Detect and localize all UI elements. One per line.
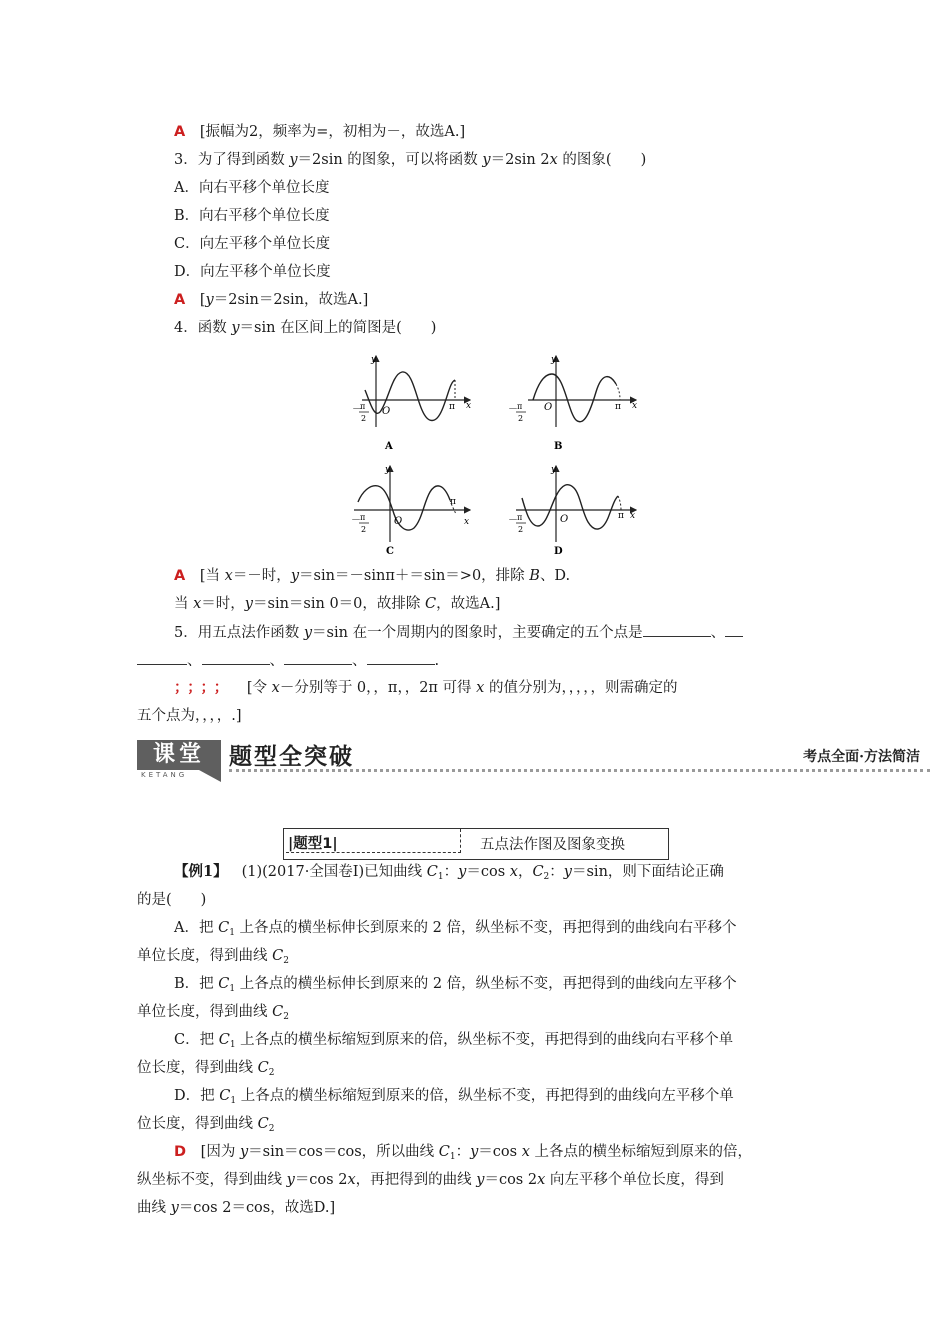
subscript: 1 <box>229 928 235 938</box>
minus-sign: － <box>508 404 518 415</box>
separator: 、 <box>710 625 726 641</box>
q3-text: 的图象( ) <box>557 152 647 168</box>
var-x: x <box>224 568 233 584</box>
subscript: 2 <box>268 1124 275 1134</box>
answer-marks: ；；；； <box>174 680 235 696</box>
option-text: 上各点的横坐标伸长到原来的 2 倍，纵坐标不变，再把得到的曲线向左平移个 <box>235 976 737 992</box>
section-title: 题型全突破 <box>229 744 354 770</box>
var-c2: C <box>272 948 284 964</box>
q5-answer-line2: 五个点为，，，，.] <box>137 708 242 724</box>
var-y: y <box>563 864 572 880</box>
blank-4[interactable] <box>284 650 352 665</box>
section-badge-pinyin: KETANG <box>141 771 188 779</box>
ex1-option-a <box>174 918 737 943</box>
graph-a <box>352 355 471 452</box>
graph-options-figure <box>340 352 660 566</box>
q5-text: 5．用五点法作函数 <box>174 625 304 641</box>
q3-option-d: D．向左平移个单位长度 <box>174 264 331 280</box>
ex1-answer-line2 <box>137 1170 724 1190</box>
answer-text: 向左平移个单位长度，得到 <box>545 1172 724 1188</box>
var-y: y <box>170 1200 179 1216</box>
option-text: 上各点的横坐标伸长到原来的 2 倍，纵坐标不变，再把得到的曲线向右平移个 <box>234 920 737 936</box>
q5-text: ＝sin 在一个周期内的图象时，主要确定的五个点是 <box>312 625 643 641</box>
separator: 、 <box>352 653 367 669</box>
question-3 <box>174 150 646 170</box>
badge-tail-icon <box>199 770 223 784</box>
answer-text: 曲线 <box>137 1200 171 1216</box>
subscript: 1 <box>230 1096 237 1106</box>
subscript: 2 <box>543 872 550 882</box>
ex1-option-b <box>174 974 737 999</box>
var-c1: C <box>426 864 438 880</box>
option-text: B．把 <box>174 976 219 992</box>
two-label: 2 <box>361 414 367 423</box>
ex1-option-a-line2 <box>137 946 289 971</box>
y-label: y <box>385 465 391 475</box>
var-y: y <box>289 152 298 168</box>
section-divider <box>229 769 930 772</box>
minus-sign: － <box>352 404 362 415</box>
option-text: 单位长度，得到曲线 <box>137 1004 273 1020</box>
subscript: 1 <box>229 984 236 994</box>
var-y: y <box>290 568 300 584</box>
example-text: (1)(2017·全国卷Ⅰ)已知曲线 <box>241 864 427 880</box>
q3-text: ＝2sin 的图象，可以将函数 <box>297 152 483 168</box>
x-label: x <box>632 401 638 411</box>
ex1-option-b-line2 <box>137 1002 289 1027</box>
answer-text: ，再把得到的曲线 <box>355 1172 477 1188</box>
answer-letter: D <box>174 1144 187 1160</box>
answer-text: 的值分别为，，，，，则需确定的 <box>484 680 678 696</box>
ex1-option-c-line2 <box>137 1058 274 1083</box>
q4-text: 4．函数 <box>174 320 232 336</box>
graph-label-a: A <box>385 441 393 452</box>
graph-label-b: B <box>554 441 563 452</box>
two-label: 2 <box>361 525 367 534</box>
example-text: ＝cos <box>466 864 510 880</box>
answer-text: ，故选A.] <box>436 596 501 612</box>
ex1-option-d <box>174 1086 734 1111</box>
separator: 、 <box>187 653 202 669</box>
period: . <box>434 653 440 669</box>
option-text: 上各点的横坐标缩短到原来的倍，纵坐标不变，再把得到的曲线向左平移个单 <box>236 1088 734 1104</box>
question-5 <box>174 622 743 643</box>
var-x: x <box>509 864 518 880</box>
subscript: 2 <box>283 1012 289 1022</box>
subscript: 1 <box>229 1040 236 1050</box>
var-y: y <box>231 320 240 336</box>
answer-text: 纵坐标不变，得到曲线 <box>137 1172 287 1188</box>
var-y: y <box>303 625 313 641</box>
pi-label: π <box>360 402 366 411</box>
y-label: y <box>551 355 557 365</box>
x-label: x <box>466 401 472 411</box>
q4-text: ＝sin 在区间上的简图是( ) <box>239 320 437 336</box>
answer-text: ＝cos 2 <box>484 1172 538 1188</box>
pi-label: π <box>517 513 523 522</box>
answer-letter: A <box>174 568 186 584</box>
two-label: 2 <box>518 414 524 423</box>
option-text: 单位长度，得到曲线 <box>137 948 273 964</box>
answer-text: ＝sin＝－sinπ＋＝sin＝>0，排除 <box>299 568 530 584</box>
answer-text: ＝cos 2＝cos，故选D.] <box>178 1200 336 1216</box>
minus-sign: － <box>508 515 518 526</box>
option-text: 位长度，得到曲线 <box>137 1116 258 1132</box>
var-y: y <box>286 1172 295 1188</box>
subscript: 2 <box>283 956 289 966</box>
question-4 <box>174 318 436 338</box>
answer-text: ＝－时， <box>232 568 291 584</box>
origin-label: O <box>544 402 553 413</box>
option-text: 位长度，得到曲线 <box>137 1060 258 1076</box>
example-text: ： <box>443 864 459 880</box>
var-y: y <box>458 864 467 880</box>
var-y: y <box>470 1144 479 1160</box>
var-x: x <box>476 680 485 696</box>
var-c1: C <box>219 1088 231 1104</box>
example-1 <box>174 862 724 887</box>
x-label: x <box>630 511 636 521</box>
graph-b <box>508 355 637 452</box>
answer-text: ＝sin＝sin 0＝0，故排除 <box>253 596 426 612</box>
option-text: C．把 <box>174 1032 219 1048</box>
topic-dash <box>286 852 461 853</box>
var-y: y <box>244 596 253 612</box>
subscript: 2 <box>268 1068 275 1078</box>
graph-c <box>351 465 470 557</box>
minus-sign: － <box>351 515 361 526</box>
answer-text: [振幅为2，频率为=，初相为－，故选A.] <box>199 124 466 140</box>
var-x: x <box>521 1144 530 1160</box>
blank-5[interactable] <box>367 650 435 665</box>
answer-text: ＝时， <box>201 596 245 612</box>
var-y: y <box>482 152 491 168</box>
pi-label: π <box>517 402 523 411</box>
subscript: 1 <box>449 1152 456 1162</box>
ex1-answer-line3 <box>137 1198 335 1218</box>
pi-label: π <box>615 402 621 412</box>
pi-label: π <box>450 497 456 507</box>
q5-answer <box>174 678 677 698</box>
option-text: D．把 <box>174 1088 220 1104</box>
option-text: 上各点的横坐标缩短到原来的倍，纵坐标不变，再把得到的曲线向右平移个单 <box>235 1032 734 1048</box>
var-x: x <box>347 1172 356 1188</box>
var-x: x <box>549 152 558 168</box>
subscript: 1 <box>437 872 444 882</box>
example-tag: 【例1】 <box>174 863 228 880</box>
var-c2: C <box>257 1060 269 1076</box>
var-y: y <box>239 1144 249 1160</box>
var-x: x <box>537 1172 546 1188</box>
var-y: y <box>476 1172 485 1188</box>
var-y: y <box>205 292 214 308</box>
answer-letter: A <box>174 292 186 308</box>
var-c1: C <box>218 1032 230 1048</box>
var-x: x <box>193 596 202 612</box>
origin-label: O <box>382 406 391 417</box>
example-text: ＝sin，则下面结论正确 <box>571 864 724 880</box>
pi-label: π <box>360 513 366 522</box>
graph-label-c: C <box>386 546 394 557</box>
q3-text: ＝2sin 2 <box>490 152 550 168</box>
y-label: y <box>551 465 557 475</box>
ex1-option-c <box>174 1030 733 1055</box>
var-c2: C <box>272 1004 284 1020</box>
graph-label-d: D <box>554 546 563 557</box>
var-x: x <box>271 680 280 696</box>
q3-option-b: B．向右平移个单位长度 <box>174 208 330 224</box>
answer-text: ＝cos 2 <box>294 1172 348 1188</box>
ex1-option-d-line2 <box>137 1114 274 1139</box>
answer-text: ＝sin＝cos＝cos，所以曲线 <box>248 1144 439 1160</box>
topic-dash-vertical <box>460 829 461 853</box>
origin-label: O <box>560 514 569 525</box>
answer-text: ＝cos <box>478 1144 522 1160</box>
answer-text: 上各点的横坐标缩短到原来的倍， <box>529 1144 752 1160</box>
answer-text: ＝2sin＝2sin，故选A.] <box>213 292 369 308</box>
topic-box <box>283 828 669 860</box>
origin-label: O <box>394 516 403 527</box>
var-c2: C <box>257 1116 269 1132</box>
separator: 、 <box>269 653 284 669</box>
section-tagline: 考点全面·方法简洁 <box>803 749 920 765</box>
pi-label: π <box>618 511 624 521</box>
example-text: ， <box>517 864 533 880</box>
answer-text: [ <box>199 292 206 308</box>
question-5-line2 <box>137 650 439 671</box>
option-text: A．把 <box>174 920 219 936</box>
topic-title: 五点法作图及图象变换 <box>480 837 625 853</box>
ex1-answer <box>174 1142 752 1167</box>
x-label: x <box>464 517 470 527</box>
answer-text: 、D. <box>539 568 571 584</box>
blank-1[interactable] <box>643 622 711 637</box>
q3-answer <box>174 290 368 310</box>
var-c1: C <box>438 1144 450 1160</box>
q3-option-a: A．向右平移个单位长度 <box>174 180 330 196</box>
answer-text: 当 <box>174 596 194 612</box>
answer-text: [因为 <box>200 1144 240 1160</box>
q3-option-c: C．向左平移个单位长度 <box>174 236 331 252</box>
blank-2-rest[interactable] <box>137 650 187 665</box>
example-text: ： <box>549 864 564 880</box>
answer-text: ： <box>455 1144 471 1160</box>
var-c1: C <box>218 976 230 992</box>
two-label: 2 <box>518 525 524 534</box>
q3-text: 3．为了得到函数 <box>174 152 290 168</box>
blank-2-part[interactable] <box>725 622 743 637</box>
q4-answer <box>174 566 570 586</box>
answer-text: [当 <box>199 568 225 584</box>
pi-label: π <box>449 402 455 412</box>
example-1-line2: 的是( ) <box>137 892 207 908</box>
y-label: y <box>371 355 377 365</box>
topic-label: |题型1| <box>288 836 338 852</box>
var-c2: C <box>532 864 544 880</box>
section-banner <box>137 740 930 785</box>
answer-text: －分别等于 0，，π，，2π 可得 <box>279 680 477 696</box>
blank-3[interactable] <box>202 650 270 665</box>
var-c: C <box>425 596 437 612</box>
section-badge: 课堂 <box>137 740 221 770</box>
var-b: B <box>529 568 540 584</box>
answer-line-2 <box>174 122 465 142</box>
answer-text: [令 <box>246 680 272 696</box>
var-c1: C <box>218 920 230 936</box>
q4-answer-line2 <box>174 594 500 614</box>
graph-d <box>508 465 636 557</box>
answer-letter: A <box>174 124 186 140</box>
